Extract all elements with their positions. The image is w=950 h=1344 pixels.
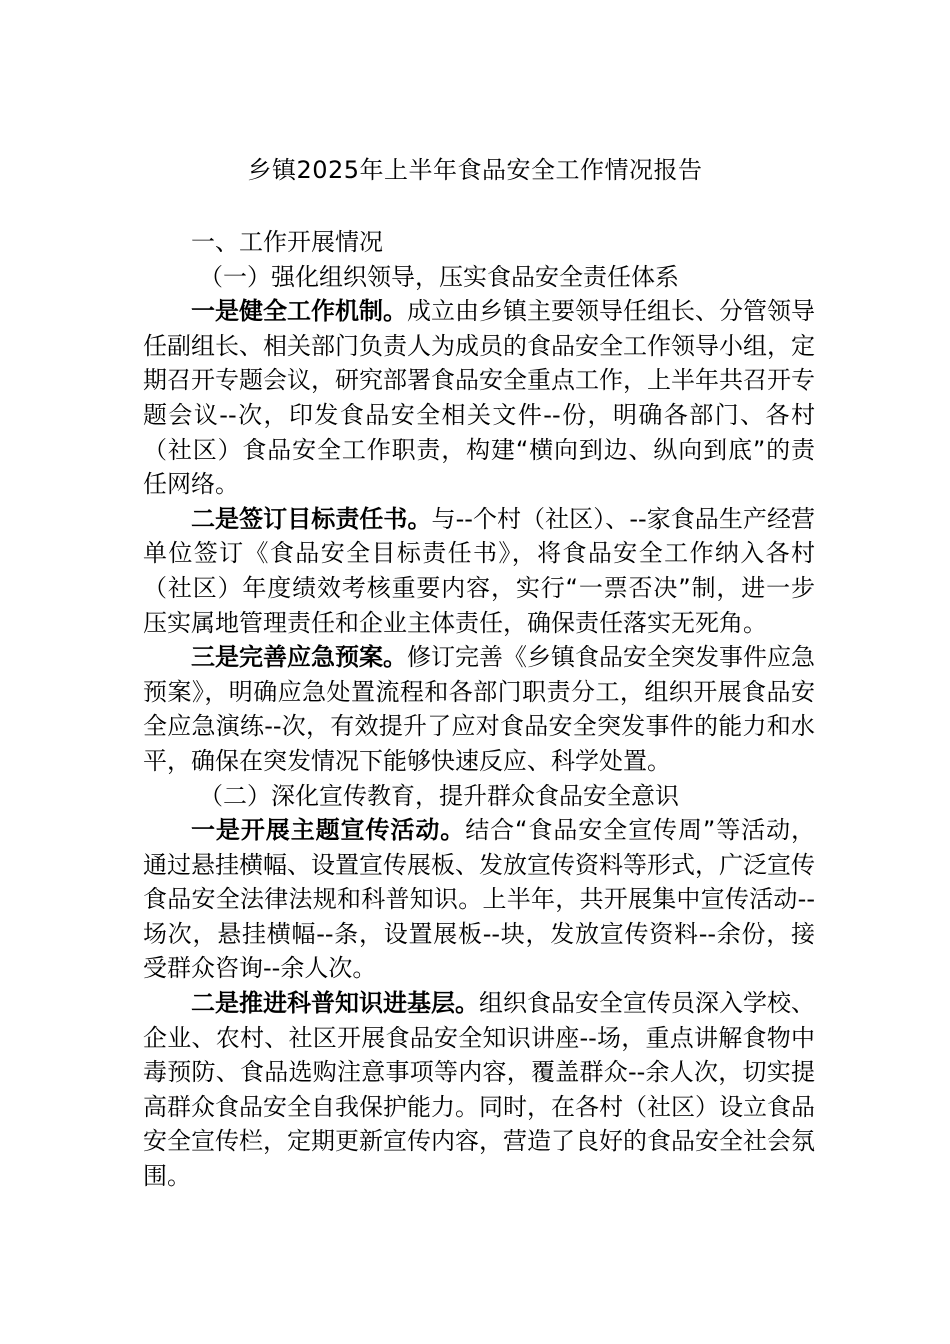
paragraph-emergency-plan <box>143 640 815 778</box>
paragraph-science-outreach <box>143 986 815 1194</box>
paragraph-text: 与--个村（社区）、--家食品生产经营单位签订《食品安全目标责任书》，将食品安全工作纳入各村（社区）年度绩效考核重要内容，实行“一票否决”制，进一步压实属地管理责任和企业主体责任，确保责任落实无死角。 <box>143 504 816 637</box>
paragraph-lead: 三是完善应急预案。 <box>191 643 407 672</box>
paragraph-text: 修订完善《乡镇食品安全突发事件应急预案》，明确应急处置流程和各部门职责分工，组织开展食品安全应急演练--次，有效提升了应对食品安全突发事件的能力和水平，确保在突发情况下能够快速反应、科学处置。 <box>143 643 815 775</box>
paragraph-lead: 二是签订目标责任书。 <box>191 504 432 533</box>
paragraph-work-mechanism <box>143 294 815 502</box>
paragraph-text: 成立由乡镇主要领导任组长、分管领导任副组长、相关部门负责人为成员的食品安全工作领导小组，定期召开专题会议，研究部署食品安全重点工作，上半年共召开专题会议--次，印发食品安全相关文件--份，明确各部门、各村（社区）食品安全工作职责，构建“横向到边、纵向到底”的责任网络。 <box>143 297 815 499</box>
subsection-heading-publicity: （二）深化宣传教育，提升群众食品安全意识 <box>199 781 679 810</box>
paragraph-lead: 二是推进科普知识进基层。 <box>191 989 479 1018</box>
document-title: 乡镇2025年上半年食品安全工作情况报告 <box>247 156 703 184</box>
paragraph-responsibility-letter <box>143 502 815 640</box>
document-body <box>143 225 815 1194</box>
paragraph-text: 结合“食品安全宣传周”等活动，通过悬挂横幅、设置宣传展板、发放宣传资料等形式，广泛宣传食品安全法律法规和科普知识。上半年，共开展集中宣传活动--场次，悬挂横幅--条，设置展板--块，发放宣传资料--余份，接受群众咨询--余人次。 <box>143 816 816 983</box>
paragraph-lead: 一是开展主题宣传活动。 <box>191 816 466 845</box>
section-heading-work-progress: 一、工作开展情况 <box>191 228 383 256</box>
paragraph-text: 组织食品安全宣传员深入学校、企业、农村、社区开展食品安全知识讲座--场，重点讲解食物中毒预防、食品选购注意事项等内容，覆盖群众--余人次，切实提高群众食品安全自我保护能力。同时，在各村（社区）设立食品安全宣传栏，定期更新宣传内容，营造了良好的食品安全社会氛围。 <box>143 989 815 1191</box>
subsection-heading-organization: （一）强化组织领导，压实食品安全责任体系 <box>199 262 679 291</box>
paragraph-lead: 一是健全工作机制。 <box>191 297 407 326</box>
paragraph-theme-campaign <box>143 813 815 986</box>
